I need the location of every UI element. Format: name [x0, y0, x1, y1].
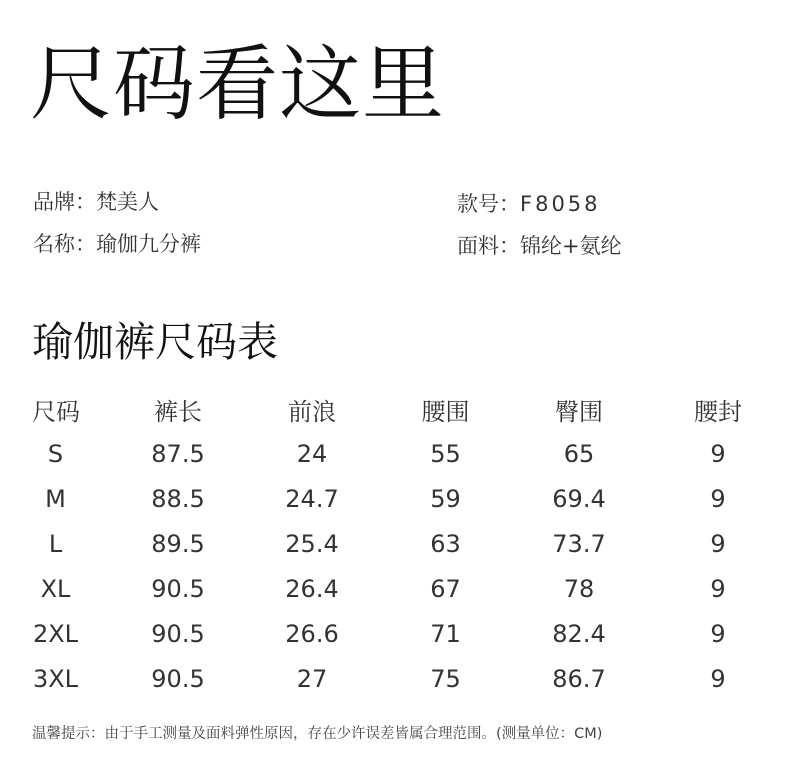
cell-front-rise: 26.4	[285, 575, 339, 603]
header-size: 尺码	[32, 398, 80, 426]
cell-size: XL	[40, 575, 71, 603]
header-front-rise: 前浪	[288, 398, 336, 426]
table-row	[0, 612, 790, 657]
cell-front-rise: 24	[296, 440, 328, 468]
header-waistband: 腰封	[694, 398, 742, 426]
cell-front-rise: 25.4	[285, 530, 339, 558]
product-name-label: 名称：	[33, 232, 96, 256]
model-value: F8058	[520, 192, 601, 216]
brand-value: 梵美人	[96, 190, 159, 214]
cell-hip: 73.7	[552, 530, 606, 558]
brand-label: 品牌：	[33, 190, 96, 214]
cell-waist: 63	[430, 530, 461, 558]
cell-waist: 55	[430, 440, 461, 468]
cell-pants-length: 88.5	[151, 485, 205, 513]
table-row	[0, 567, 790, 612]
cell-pants-length: 90.5	[151, 575, 205, 603]
model-label: 款号：	[457, 192, 520, 216]
cell-pants-length: 87.5	[151, 440, 205, 468]
product-name-value: 瑜伽九分裤	[96, 232, 201, 256]
header-waist: 腰围	[421, 398, 470, 426]
size-chart-table	[0, 392, 790, 702]
cell-waist: 67	[430, 575, 461, 603]
table-row	[0, 657, 790, 702]
size-chart-title: 瑜伽裤尺码表	[32, 318, 278, 366]
cell-front-rise: 26.6	[285, 620, 339, 648]
cell-hip: 78	[563, 575, 595, 603]
cell-waistband: 9	[710, 575, 726, 603]
cell-front-rise: 27	[296, 665, 328, 693]
cell-pants-length: 90.5	[151, 620, 205, 648]
cell-front-rise: 24.7	[285, 485, 339, 513]
fabric-label: 面料：	[457, 234, 520, 258]
table-row	[0, 522, 790, 567]
cell-waist: 71	[430, 620, 461, 648]
cell-waistband: 9	[710, 620, 726, 648]
table-row	[0, 477, 790, 522]
cell-pants-length: 90.5	[151, 665, 205, 693]
cell-hip: 82.4	[552, 620, 606, 648]
cell-waist: 59	[430, 485, 461, 513]
fabric-value: 锦纶+氨纶	[520, 234, 622, 258]
cell-size: L	[48, 530, 63, 558]
cell-waistband: 9	[710, 665, 726, 693]
header-hip: 臀围	[555, 398, 603, 426]
cell-waistband: 9	[710, 485, 726, 513]
measurement-note: 温馨提示：由于手工测量及面料弹性原因，存在少许误差皆属合理范围。(测量单位：CM)	[32, 726, 603, 742]
cell-size: 3XL	[32, 665, 79, 693]
header-pants-length: 裤长	[154, 398, 202, 426]
fabric-info	[457, 236, 622, 257]
table-row	[0, 432, 790, 477]
table-header-row	[0, 392, 790, 432]
cell-size: M	[45, 485, 66, 513]
cell-hip: 69.4	[552, 485, 606, 513]
brand-info	[33, 192, 159, 213]
cell-waistband: 9	[710, 530, 726, 558]
page-title: 尺码看这里	[30, 37, 446, 132]
cell-pants-length: 89.5	[151, 530, 205, 558]
cell-size: S	[47, 440, 64, 468]
model-info	[457, 194, 601, 215]
cell-waist: 75	[430, 665, 461, 693]
cell-size: 2XL	[32, 620, 79, 648]
cell-hip: 65	[563, 440, 595, 468]
cell-hip: 86.7	[552, 665, 606, 693]
product-name-info	[33, 234, 201, 255]
cell-waistband: 9	[710, 440, 726, 468]
